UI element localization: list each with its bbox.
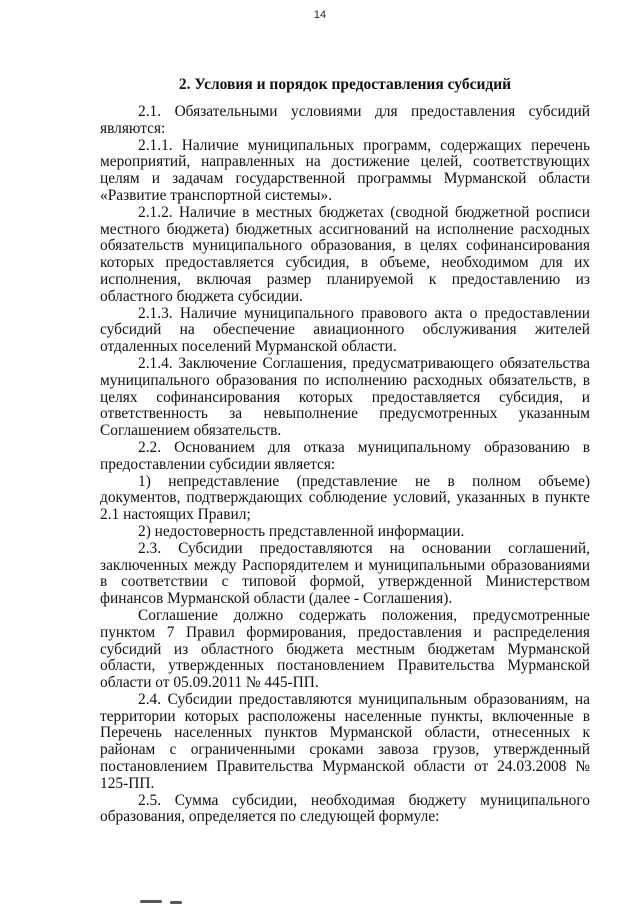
paragraph-2-1-3: 2.1.3. Наличие муниципального правового акта о предоставлении субсидий на обеспечение авиационного обслуживания жителей отдаленных поселений Мурманской области. — [100, 304, 590, 356]
paragraph-2-1: 2.1. Обязательными условиями для предоставления субсидий являются: — [100, 103, 590, 137]
document-body — [100, 104, 590, 826]
paragraph-2-1-4: 2.1.4. Заключение Соглашения, предусматривающего обязательства муниципального образования по исполнению расходных обязательств, в целях софинансирования которых предоставляется субсидия, и ответственность за невыполнение предусмотренных указанным Соглашением обязательств. — [100, 354, 590, 440]
paragraph-2-1-1: 2.1.1. Наличие муниципальных программ, содержащих перечень мероприятий, направленных на достижение целей, соответствующих целям и задачам государственной программы Мурманской области «Развитие транспортной системы». — [100, 136, 590, 204]
paragraph-2-1-2: 2.1.2. Наличие в местных бюджетах (сводной бюджетной росписи местного бюджета) бюджетных ассигнований на исполнение расходных обязательств муниципального образования, в целях софинансирования которых предоставляется субсидия, в объеме, необходимом для их исполнения, включая размер планируемой к предоставлению из областного бюджета субсидии. — [100, 203, 590, 305]
paragraph-2-3: 2.3. Субсидии предоставляются на основании соглашений, заключенных между Распорядителем и муниципальными образованиями в соответствии с типовой формой, утвержденной Министерством финансов Мурманской области (далее - Соглашения). — [100, 539, 590, 608]
paragraph-agreement: Соглашение должно содержать положения, предусмотренные пунктом 7 Правил формирования, предоставления и распределения субсидий из областного бюджета местным бюджетам Мурманской области, утвержденных постановлением Правительства Мурманской области от 05.09.2011 № 445-ПП. — [100, 606, 590, 692]
paragraph-2-2: 2.2. Основанием для отказа муниципальному образованию в предоставлении субсидии является: — [100, 438, 590, 473]
list-item-2: 2) недостоверность представленной информации. — [138, 522, 465, 540]
section-heading: 2. Условия и порядок предоставления субсидий — [178, 76, 512, 93]
paragraph-2-4: 2.4. Субсидии предоставляются муниципальным образованиям, на территории которых расположены населенные пункты, включенные в Перечень населенных пунктов Мурманской области, отнесенных к районам с ограниченными сроками завоза грузов, утвержденный постановлением Правительства Мурманской области от 24.03.2008 № 125-ПП. — [100, 690, 590, 792]
paragraph-2-5: 2.5. Сумма субсидии, необходимая бюджету муниципального образования, определяется по следующей формуле: — [100, 791, 590, 826]
scan-cutoff-marks — [0, 894, 640, 905]
page-number: 14 — [313, 9, 327, 21]
list-item-1: 1) непредставление (представление не в полном объеме) документов, подтверждающих соблюдение условий, указанных в пункте 2.1 настоящих Правил; — [100, 472, 590, 524]
